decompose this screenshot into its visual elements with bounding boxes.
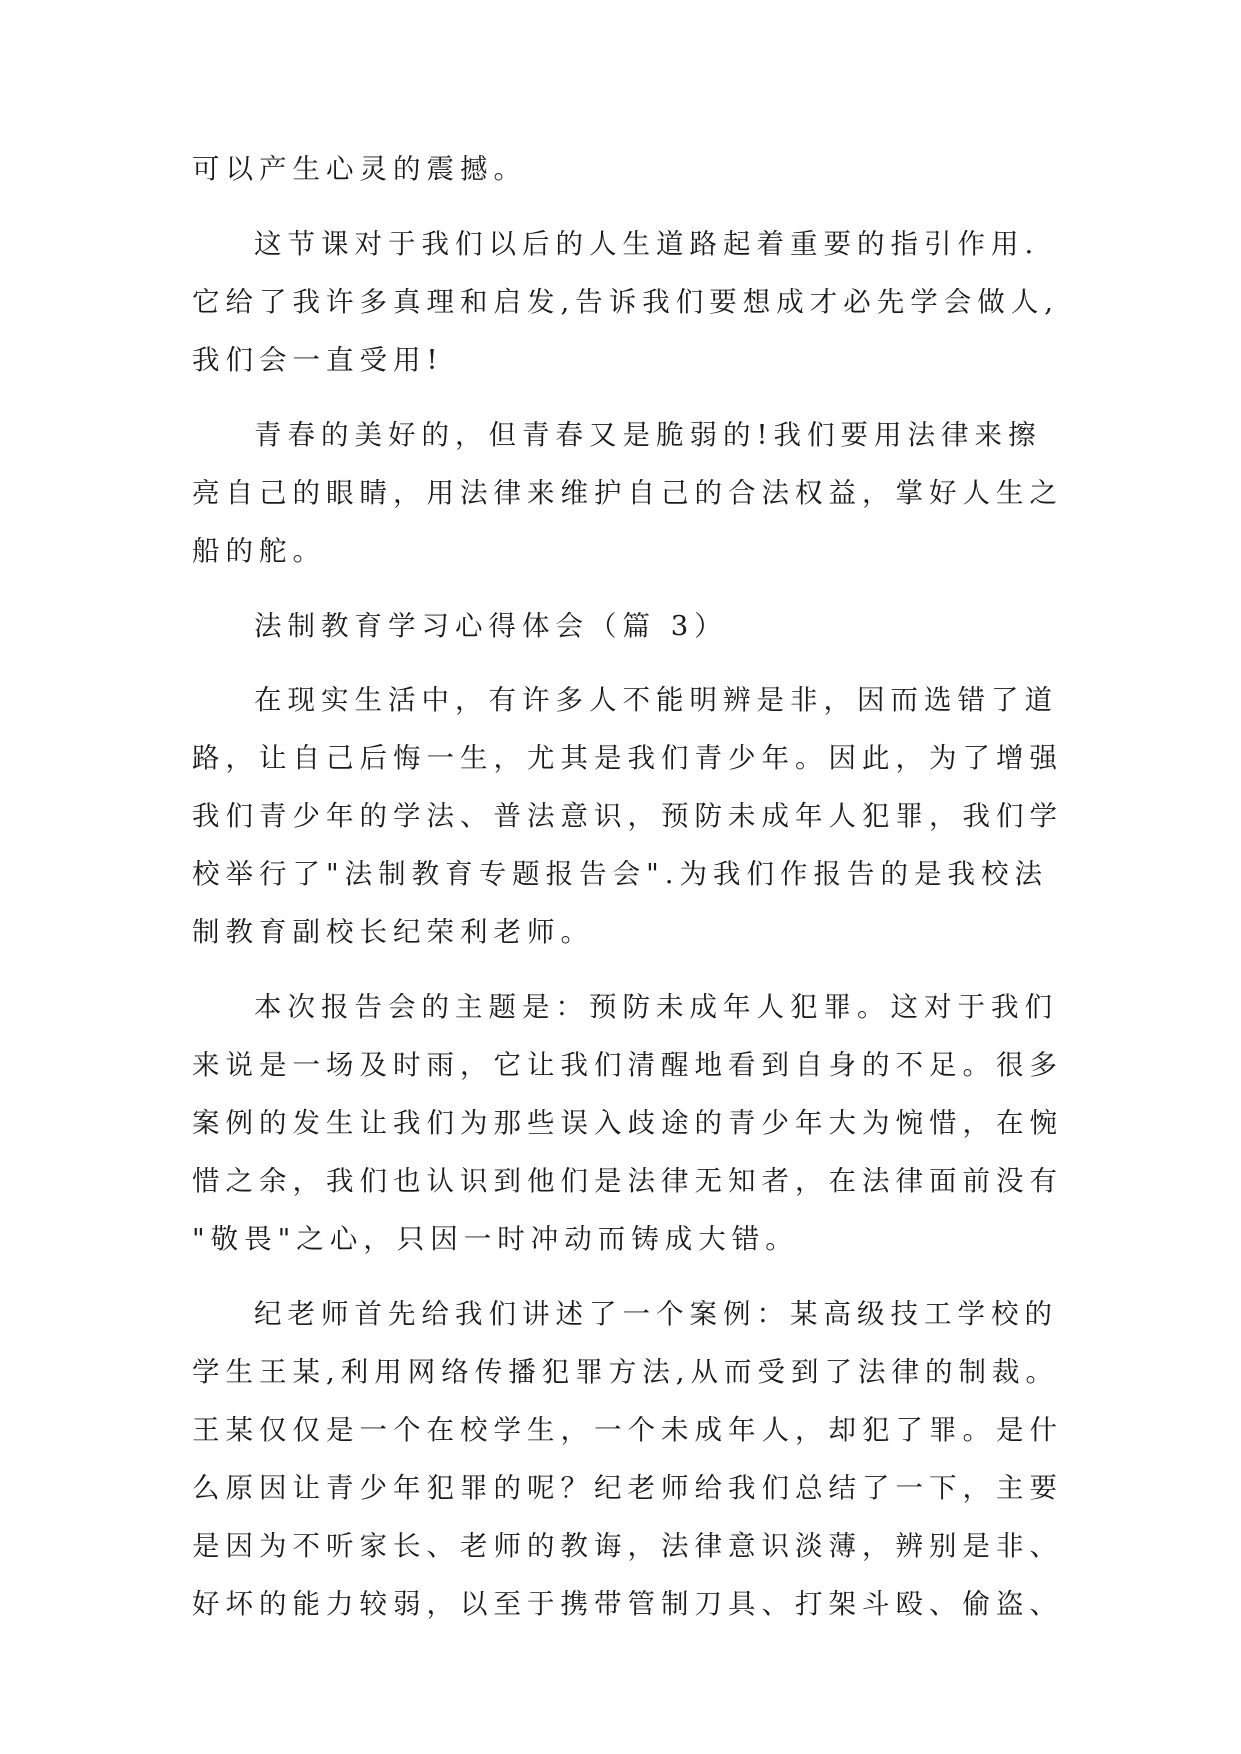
text-line: 学生王某,利用网络传播犯罪方法,从而受到了法律的制裁。 (192, 1356, 1059, 1388)
text-line: 路，让自己后悔一生，尤其是我们青少年。因此，为了增强 (192, 742, 1063, 774)
text-line: 在现实生活中，有许多人不能明辨是非，因而选错了道 (254, 684, 1058, 716)
text-line: 本次报告会的主题是：预防未成年人犯罪。这对于我们 (254, 991, 1058, 1023)
text-line: 来说是一场及时雨，它让我们清醒地看到自身的不足。很多 (192, 1049, 1063, 1081)
text-line: 纪老师首先给我们讲述了一个案例：某高级技工学校的 (254, 1298, 1058, 1330)
text-line: 这节课对于我们以后的人生道路起着重要的指引作用. (254, 228, 1040, 260)
text-line: "敬畏"之心，只因一时冲动而铸成大错。 (192, 1223, 799, 1255)
text-line: 案例的发生让我们为那些误入歧途的青少年大为惋惜，在惋 (192, 1107, 1063, 1139)
text-line: 亮自己的眼睛，用法律来维护自己的合法权益，掌好人生之 (192, 477, 1063, 509)
text-line: 我们会一直受用! (192, 344, 444, 376)
text-line: 我们青少年的学法、普法意识，预防未成年人犯罪，我们学 (192, 800, 1063, 832)
text-line: 它给了我许多真理和启发,告诉我们要想成才必先学会做人, (192, 286, 1059, 318)
text-line: 么原因让青少年犯罪的呢？纪老师给我们总结了一下，主要 (192, 1472, 1063, 1504)
text-line: 青春的美好的，但青春又是脆弱的!我们要用法律来擦 (254, 419, 1042, 451)
text-line: 可以产生心灵的震撼。 (192, 153, 527, 185)
text-line: 校举行了"法制教育专题报告会".为我们作报告的是我校法 (192, 858, 1049, 890)
text-line: 王某仅仅是一个在校学生，一个未成年人，却犯了罪。是什 (192, 1414, 1063, 1446)
text-line: 是因为不听家长、老师的教诲，法律意识淡薄，辨别是非、 (192, 1530, 1063, 1562)
text-line: 好坏的能力较弱，以至于携带管制刀具、打架斗殴、偷盗、 (192, 1588, 1063, 1620)
text-line: 制教育副校长纪荣利老师。 (192, 916, 594, 948)
text-line: 惜之余，我们也认识到他们是法律无知者，在法律面前没有 (192, 1165, 1063, 1197)
section-heading: 法制教育学习心得体会（篇 3） (254, 610, 728, 642)
text-line: 船的舵。 (192, 535, 326, 567)
